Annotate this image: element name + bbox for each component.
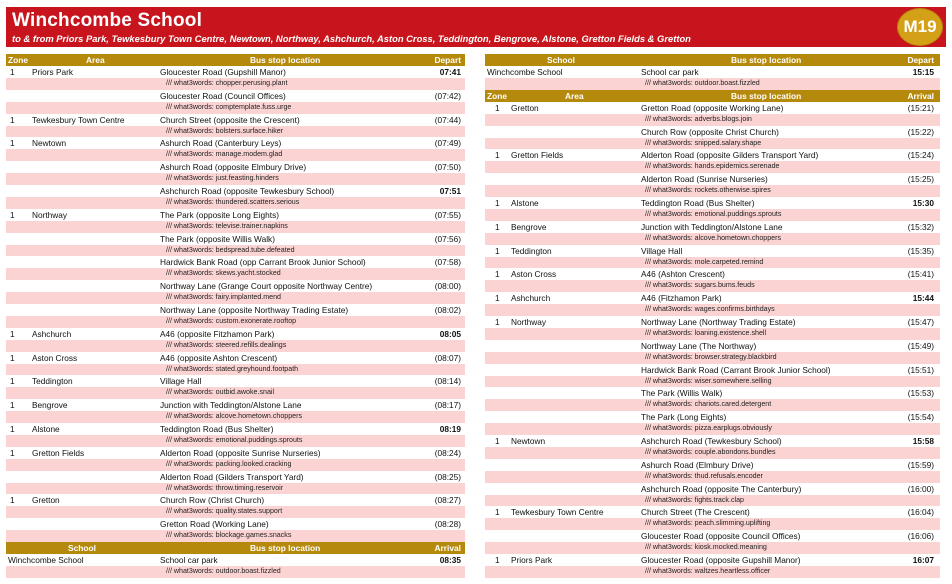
stop-location: A46 (opposite Fitzhamon Park) [160, 328, 275, 339]
stop-location: The Park (Willis Walk) [641, 388, 723, 399]
what3words-code: /// what3words: wiser.somewhere.selling [645, 376, 772, 385]
stop-time: 15:58 [912, 435, 934, 446]
area-name: Priors Park [32, 67, 74, 77]
stop-time: (08:14) [434, 376, 461, 387]
stop-row [6, 185, 465, 209]
area-name: Teddington [32, 376, 73, 387]
stop-row [6, 494, 465, 518]
zone-number: 1 [495, 197, 500, 208]
stop-location: Ashchurch Road (opposite Tewkesbury School) [160, 185, 335, 196]
zone-number: 1 [495, 435, 500, 446]
what3words-code: /// what3words: sugars.bums.feuds [645, 281, 755, 290]
stop-row [485, 149, 940, 173]
stop-location: Teddington Road (Bus Shelter) [641, 197, 755, 208]
stop-location: Teddington Road (Bus Shelter) [160, 423, 274, 434]
stop-location: Northway Lane (opposite Northway Trading Estate) [160, 304, 349, 315]
stop-time: (15:24) [907, 150, 934, 161]
zone-number: 1 [495, 102, 500, 113]
stop-location: Junction with Teddington/Alstone Lane [160, 400, 302, 411]
stop-row [6, 328, 465, 352]
area-name: Ashchurch [32, 328, 72, 339]
zone-number: 1 [495, 150, 500, 161]
zone-number: 1 [495, 316, 500, 327]
stop-row [6, 161, 465, 185]
stop-time: (16:06) [907, 531, 934, 542]
stop-time: (08:25) [434, 471, 461, 482]
afternoon-timetable [485, 54, 940, 578]
what3words-code: /// what3words: thud.refusals.encoder [645, 471, 763, 480]
stop-time: (15:35) [907, 245, 934, 256]
what3words-code: /// what3words: stated.greyhound.footpath [166, 364, 299, 373]
stop-row [485, 340, 940, 364]
column-header-row [485, 90, 940, 102]
zone-header: Zone [8, 55, 29, 65]
area-name: Bengrove [511, 221, 547, 232]
stop-row [6, 90, 465, 114]
area-name: Aston Cross [511, 269, 557, 280]
stop-location: Hardwick Bank Road (Carrant Brook Junior School) [641, 364, 831, 375]
stop-time: (15:53) [907, 388, 934, 399]
stop-location: Northway Lane (The Northway) [641, 340, 757, 351]
what3words-code: /// what3words: pizza.earplugs.obviously [645, 424, 772, 433]
stop-row [485, 364, 940, 388]
what3words-code: /// what3words: peach.slimming.uplifting [645, 519, 771, 528]
what3words-code: /// what3words: mole.carpeted.remind [645, 257, 764, 266]
stop-time: (15:54) [907, 412, 934, 423]
stop-time: (08:28) [434, 519, 461, 530]
stop-location: Gretton Road (Working Lane) [160, 519, 269, 530]
stop-time: (07:44) [434, 114, 461, 125]
zone-number: 1 [495, 245, 500, 256]
stop-location: The Park (Long Eights) [641, 412, 727, 423]
stop-row [485, 435, 940, 459]
zone-number: 1 [10, 376, 15, 387]
zone-number: 1 [10, 400, 15, 411]
morning-timetable [6, 54, 465, 578]
stop-row [485, 411, 940, 435]
stop-time: (07:49) [434, 138, 461, 149]
what3words-code: /// what3words: alcove.hometown.choppers [166, 412, 303, 421]
what3words-code: /// what3words: televise.trainer.napkins [166, 221, 288, 230]
stop-row [485, 245, 940, 269]
stop-time: (15:25) [907, 174, 934, 185]
school-stop-row [485, 66, 940, 90]
stop-location: School car park [160, 554, 218, 565]
stop-row [6, 280, 465, 304]
stop-time: (08:07) [434, 352, 461, 363]
zone-number: 1 [10, 114, 15, 125]
what3words-code: /// what3words: bolsters.surface.hiker [166, 126, 284, 135]
stop-time: 08:19 [439, 423, 461, 434]
stop-row [6, 518, 465, 542]
stop-location: Alderton Road (opposite Sunrise Nurseries) [160, 447, 321, 458]
stop-list [6, 66, 465, 542]
stop-location: Church Row (opposite Christ Church) [641, 126, 779, 137]
depart-header: Depart [434, 55, 461, 65]
stop-list [485, 102, 940, 578]
stop-location: Alderton Road (Sunrise Nurseries) [641, 174, 768, 185]
area-name: Northway [511, 316, 547, 327]
stop-location: Ashurch Road (Canterbury Leys) [160, 138, 282, 149]
school-header: School [547, 55, 575, 65]
what3words-code: /// what3words: loaning.existence.shell [645, 328, 767, 337]
stop-row [6, 375, 465, 399]
stop-row [485, 459, 940, 483]
zone-number: 1 [495, 221, 500, 232]
stop-location: Alderton Road (Gilders Transport Yard) [160, 471, 304, 482]
stop-location: Northway Lane (Grange Court opposite Northway Centre) [160, 281, 373, 292]
stop-time: (07:42) [434, 90, 461, 101]
what3words-code: /// what3words: emotional.puddings.sprouts [645, 209, 782, 218]
stop-row [485, 102, 940, 126]
stop-time: 15:15 [912, 67, 934, 77]
depart-header: Depart [907, 55, 934, 65]
stop-time: (07:55) [434, 209, 461, 220]
stop-time: 16:07 [912, 554, 934, 565]
stop-location: Gloucester Road (Gupshill Manor) [160, 67, 286, 77]
stop-time: (08:17) [434, 400, 461, 411]
area-name: Gretton [511, 102, 539, 113]
stop-row [6, 423, 465, 447]
what3words-code: /// what3words: kiosk.mocked.meaning [645, 543, 767, 552]
stop-location: Ashchurch Road (Tewkesbury School) [641, 435, 782, 446]
stop-row [6, 209, 465, 233]
school-name: Winchcombe School [8, 554, 84, 565]
area-header: Area [86, 55, 105, 65]
stop-location: A46 (Ashton Crescent) [641, 269, 725, 280]
stop-location: A46 (opposite Ashton Crescent) [160, 352, 278, 363]
area-name: Aston Cross [32, 352, 78, 363]
stop-location: Church Row (Christ Church) [160, 495, 265, 506]
stop-time: (07:56) [434, 233, 461, 244]
stop-row [485, 268, 940, 292]
stop-time: (15:59) [907, 459, 934, 470]
stop-row [485, 554, 940, 578]
stop-time: (15:51) [907, 364, 934, 375]
stop-location: The Park (opposite Willis Walk) [160, 233, 275, 244]
what3words-code: /// what3words: fights.track.clap [645, 495, 744, 504]
stop-time: 15:44 [912, 293, 934, 304]
stop-row [485, 197, 940, 221]
stop-time: 07:41 [439, 67, 461, 77]
zone-number: 1 [10, 423, 15, 434]
zone-number: 1 [10, 328, 15, 339]
area-name: Alstone [32, 423, 60, 434]
stop-row [485, 126, 940, 150]
stop-row [6, 66, 465, 90]
arrival-header: Arrival [434, 542, 461, 553]
what3words-code: /// what3words: just.feasting.hinders [166, 174, 279, 183]
what3words-code: /// what3words: hands.epidemics.serenade [645, 162, 780, 171]
stop-time: (08:27) [434, 495, 461, 506]
what3words-code: /// what3words: manage.modem.glad [166, 150, 283, 159]
what3words-code: /// what3words: custom.exonerate.rooftop [166, 316, 297, 325]
stop-time: (16:00) [907, 483, 934, 494]
stop-location: Church Street (opposite the Crescent) [160, 114, 300, 125]
location-header: Bus stop location [731, 90, 802, 101]
stop-time: (15:21) [907, 102, 934, 113]
location-header: Bus stop location [250, 55, 321, 65]
what3words-code: /// what3words: alcove.hometown.choppers [645, 233, 782, 242]
stop-location: Village Hall [160, 376, 202, 387]
what3words-code: /// what3words: steered.refills.dealings [166, 340, 287, 349]
zone-number: 1 [10, 209, 15, 220]
area-name: Priors Park [511, 554, 553, 565]
column-header-row [6, 54, 465, 66]
stop-location: Ashurch Road (opposite Elmbury Drive) [160, 162, 307, 173]
stop-time: 08:35 [439, 554, 461, 565]
what3words-code: /// what3words: rockets.otherwise.spires [645, 186, 771, 195]
stop-location: Village Hall [641, 245, 683, 256]
what3words-code: /// what3words: browser.strategy.blackbird [645, 352, 777, 361]
area-name: Teddington [511, 245, 552, 256]
what3words-code: /// what3words: packing.looked.cracking [166, 459, 292, 468]
stop-location: A46 (Fitzhamon Park) [641, 293, 722, 304]
what3words-code: /// what3words: fairy.implanted.mend [166, 293, 281, 302]
area-name: Tewkesbury Town Centre [511, 507, 604, 518]
what3words-code: /// what3words: thundered.scatters.serious [166, 197, 300, 206]
stop-row [6, 233, 465, 257]
stop-row [6, 447, 465, 471]
stop-time: (08:02) [434, 304, 461, 315]
route-number-badge: M19 [897, 8, 943, 46]
what3words-code: /// what3words: snipped.salary.shape [645, 138, 762, 147]
what3words-code: /// what3words: bedspread.tube.defeated [166, 245, 295, 254]
stop-row [6, 352, 465, 376]
school-header-row [485, 54, 940, 66]
area-name: Alstone [511, 197, 539, 208]
stop-row [485, 173, 940, 197]
what3words-code: /// what3words: skews.yacht.stocked [166, 269, 281, 278]
stop-row [6, 304, 465, 328]
stop-time: (07:58) [434, 257, 461, 268]
area-name: Tewkesbury Town Centre [32, 114, 125, 125]
stop-time: (15:49) [907, 340, 934, 351]
stop-time: (15:32) [907, 221, 934, 232]
area-name: Gretton Fields [32, 447, 85, 458]
area-name: Newtown [511, 435, 546, 446]
stop-time: 07:51 [439, 185, 461, 196]
area-name: Gretton [32, 495, 60, 506]
location-header: Bus stop location [731, 55, 802, 65]
stop-time: 08:05 [439, 328, 461, 339]
what3words-code: /// what3words: outbid.awoke.snail [166, 388, 275, 397]
what3words-code: /// what3words: throw.timing.reservoir [166, 483, 284, 492]
what3words-code: /// what3words: emotional.puddings.sprouts [166, 435, 303, 444]
area-name: Newtown [32, 138, 67, 149]
arrival-header: Arrival [907, 90, 934, 101]
stop-row [6, 114, 465, 138]
area-name: Northway [32, 209, 68, 220]
timetable-banner [6, 7, 946, 47]
stop-location: Junction with Teddington/Alstone Lane [641, 221, 783, 232]
stop-location: Gloucester Road (Council Offices) [160, 90, 286, 101]
zone-number: 1 [10, 447, 15, 458]
stop-location: Hardwick Bank Road (opp Carrant Brook Junior School) [160, 257, 366, 268]
what3words-code: /// what3words: outdoor.boast.fizzled [166, 566, 281, 575]
area-header: Area [565, 90, 584, 101]
stop-location: Gloucester Road (opposite Council Offices) [641, 531, 801, 542]
zone-number: 1 [10, 495, 15, 506]
what3words-code: /// what3words: chopper.perusing.plant [166, 79, 288, 87]
stop-location: Gloucester Road (opposite Gupshill Manor) [641, 554, 801, 565]
page-title: Winchcombe School [12, 10, 203, 31]
stop-time: (15:22) [907, 126, 934, 137]
stop-location: The Park (opposite Long Eights) [160, 209, 279, 220]
zone-number: 1 [495, 269, 500, 280]
what3words-code: /// what3words: blockage.games.snacks [166, 531, 292, 540]
stop-time: (08:00) [434, 281, 461, 292]
what3words-code: /// what3words: adverbs.blogs.join [645, 114, 752, 123]
stop-time: (15:41) [907, 269, 934, 280]
stop-row [485, 530, 940, 554]
zone-number: 1 [10, 138, 15, 149]
stop-location: Ashchurch Road (opposite The Canterbury) [641, 483, 802, 494]
area-name: Bengrove [32, 400, 68, 411]
zone-number: 1 [495, 554, 500, 565]
stop-time: (08:24) [434, 447, 461, 458]
stop-location: Alderton Road (opposite Gilders Transport Yard) [641, 150, 819, 161]
zone-number: 1 [10, 67, 15, 77]
school-header: School [68, 542, 96, 553]
what3words-code: /// what3words: waltzes.heartless.officer [645, 566, 771, 575]
what3words-code: /// what3words: couple.abondons.bundles [645, 447, 776, 456]
area-name: Gretton Fields [511, 150, 564, 161]
stop-row [6, 137, 465, 161]
stop-location: School car park [641, 67, 699, 77]
stop-time: (15:47) [907, 316, 934, 327]
zone-header: Zone [487, 90, 508, 101]
stop-time: (16:04) [907, 507, 934, 518]
stop-row [485, 387, 940, 411]
stop-row [6, 256, 465, 280]
stop-row [485, 506, 940, 530]
what3words-code: /// what3words: chariots.cared.detergent [645, 400, 772, 409]
what3words-code: /// what3words: outdoor.boast.fizzled [645, 79, 760, 87]
stop-row [485, 221, 940, 245]
stop-row [485, 292, 940, 316]
stop-row [485, 483, 940, 507]
school-name: Winchcombe School [487, 67, 563, 77]
stop-row [6, 471, 465, 495]
zone-number: 1 [495, 293, 500, 304]
route-description: to & from Priors Park, Tewkesbury Town Centre, Newtown, Northway, Ashchurch, Aston Cross, Teddington, Bengrove, Alstone, Gretton Fields & Gretton [12, 33, 691, 44]
stop-location: Church Street (The Crescent) [641, 507, 750, 518]
zone-number: 1 [10, 352, 15, 363]
stop-location: Ashurch Road (Elmbury Drive) [641, 459, 754, 470]
zone-number: 1 [495, 507, 500, 518]
what3words-code: /// what3words: wages.confirms.birthdays [645, 305, 775, 314]
school-stop-row [6, 554, 465, 578]
stop-location: Northway Lane (Northway Trading Estate) [641, 316, 796, 327]
what3words-code: /// what3words: comptemplate.fuss.urge [166, 102, 292, 111]
stop-location: Gretton Road (opposite Working Lane) [641, 102, 784, 113]
area-name: Ashchurch [511, 293, 551, 304]
school-header-row [6, 542, 465, 554]
stop-time: (07:50) [434, 162, 461, 173]
stop-time: 15:30 [912, 197, 934, 208]
stop-row [485, 316, 940, 340]
location-header: Bus stop location [250, 542, 321, 553]
stop-row [6, 399, 465, 423]
what3words-code: /// what3words: quality.states.support [166, 507, 283, 516]
